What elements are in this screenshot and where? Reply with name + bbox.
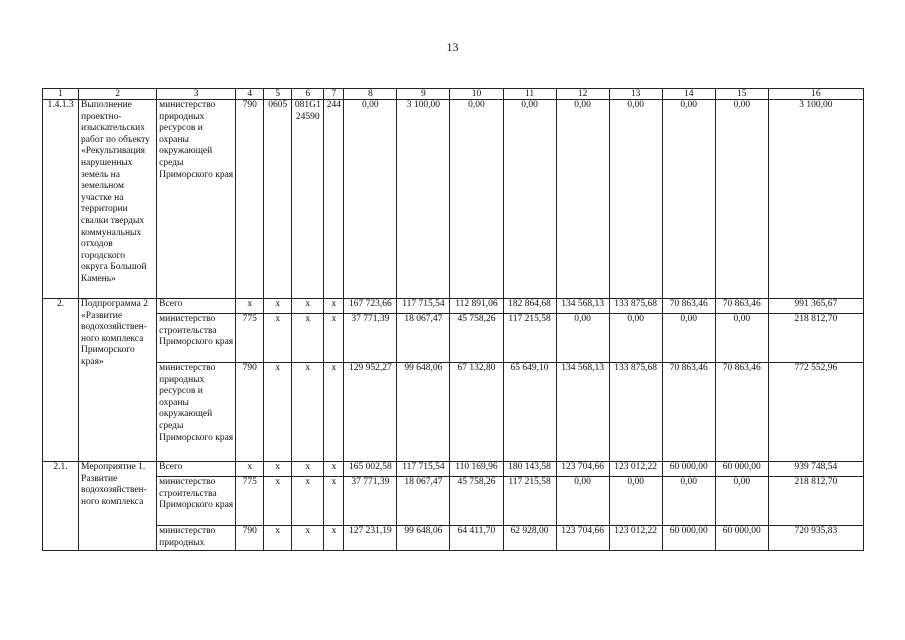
cell-col8: 37 771,39 [344, 314, 397, 363]
cell-col4: 775 [236, 477, 264, 526]
cell-col4: x [236, 462, 264, 477]
cell-col16: 720 935,83 [768, 526, 863, 551]
cell-col11: 0,00 [503, 100, 556, 299]
cell-col11: 180 143,58 [503, 462, 556, 477]
cell-col10: 45 758,26 [450, 314, 503, 363]
cell-col12: 123 704,66 [556, 462, 609, 477]
cell-col7: x [324, 314, 344, 363]
executor-cell: Всего [157, 462, 236, 477]
cell-col16: 939 748,54 [768, 462, 863, 477]
cell-col9: 18 067,47 [397, 477, 450, 526]
column-number: 8 [344, 89, 397, 100]
budget-table-wrapper [42, 88, 864, 551]
column-number: 12 [556, 89, 609, 100]
cell-col14: 0,00 [662, 100, 715, 299]
cell-col7: x [324, 462, 344, 477]
cell-col6: x [292, 477, 324, 526]
activity-name: Подпрограмма 2 «Развитие водохозяйствен-ного комплекса Приморского края» [79, 299, 157, 462]
cell-col15: 60 000,00 [715, 526, 768, 551]
cell-col13: 133 875,68 [609, 299, 662, 314]
cell-col15: 70 863,46 [715, 299, 768, 314]
cell-col9: 117 715,54 [397, 299, 450, 314]
column-number: 9 [397, 89, 450, 100]
budget-table [42, 88, 864, 551]
column-number: 13 [609, 89, 662, 100]
cell-col4: 790 [236, 100, 264, 299]
cell-col9: 3 100,00 [397, 100, 450, 299]
table-row [43, 363, 864, 462]
executor-cell: министерство природных ресурсов и охраны окружающей среды Приморского края [157, 100, 236, 299]
cell-col10: 112 891,06 [450, 299, 503, 314]
cell-col12: 0,00 [556, 314, 609, 363]
cell-col15: 70 863,46 [715, 363, 768, 462]
table-row [43, 314, 864, 363]
activity-name: Мероприятие 1. Развитие водохозяйствен-ного комплекса [79, 462, 157, 551]
cell-col7: x [324, 299, 344, 314]
column-number: 15 [715, 89, 768, 100]
cell-col8: 127 231,19 [344, 526, 397, 551]
cell-col8: 37 771,39 [344, 477, 397, 526]
table-row [43, 477, 864, 526]
cell-col10: 0,00 [450, 100, 503, 299]
activity-name: Выполнение проектно-изыскательских работ по объекту «Рекультивация нарушенных земель на земельном участке на территории свалки твердых коммунальных отходов городского округа Большой Камень» [79, 100, 157, 299]
row-number: 2. [43, 299, 79, 462]
column-number: 11 [503, 89, 556, 100]
cell-col7: x [324, 363, 344, 462]
column-number-row [43, 89, 864, 100]
column-number: 1 [43, 89, 79, 100]
column-number: 10 [450, 89, 503, 100]
column-number: 16 [768, 89, 863, 100]
cell-col5: x [264, 462, 292, 477]
cell-col12: 0,00 [556, 100, 609, 299]
cell-col13: 0,00 [609, 477, 662, 526]
table-row [43, 100, 864, 299]
cell-col6: 081G1 24590 [292, 100, 324, 299]
cell-col12: 123 704,66 [556, 526, 609, 551]
cell-col8: 0,00 [344, 100, 397, 299]
cell-col14: 70 863,46 [662, 363, 715, 462]
cell-col14: 70 863,46 [662, 299, 715, 314]
cell-col15: 0,00 [715, 477, 768, 526]
column-number: 3 [157, 89, 236, 100]
cell-col16: 772 552,96 [768, 363, 863, 462]
executor-cell: министерство природных ресурсов и охраны окружающей среды Приморского края [157, 363, 236, 462]
cell-col10: 110 169,96 [450, 462, 503, 477]
column-number: 6 [292, 89, 324, 100]
executor-cell: Всего [157, 299, 236, 314]
cell-col6: x [292, 314, 324, 363]
cell-col9: 117 715,54 [397, 462, 450, 477]
cell-col8: 165 002,58 [344, 462, 397, 477]
cell-col10: 67 132,80 [450, 363, 503, 462]
cell-col4: 790 [236, 526, 264, 551]
cell-col8: 167 723,66 [344, 299, 397, 314]
column-number: 7 [324, 89, 344, 100]
cell-col4: 790 [236, 363, 264, 462]
table-row [43, 462, 864, 477]
cell-col12: 134 568,13 [556, 299, 609, 314]
executor-cell: министерство природных [157, 526, 236, 551]
cell-col6: x [292, 299, 324, 314]
cell-col7: x [324, 477, 344, 526]
cell-col5: x [264, 314, 292, 363]
cell-col5: x [264, 363, 292, 462]
cell-col11: 65 649,10 [503, 363, 556, 462]
cell-col9: 18 067,47 [397, 314, 450, 363]
cell-col13: 133 875,68 [609, 363, 662, 462]
cell-col16: 218 812,70 [768, 477, 863, 526]
cell-col7: x [324, 526, 344, 551]
cell-col9: 99 648,06 [397, 363, 450, 462]
row-number: 2.1. [43, 462, 79, 551]
column-number: 4 [236, 89, 264, 100]
cell-col4: 775 [236, 314, 264, 363]
cell-col12: 134 568,13 [556, 363, 609, 462]
column-number: 5 [264, 89, 292, 100]
executor-cell: министерство строительства Приморского края [157, 477, 236, 526]
cell-col5: 0605 [264, 100, 292, 299]
cell-col8: 129 952,27 [344, 363, 397, 462]
table-row [43, 299, 864, 314]
cell-col6: x [292, 363, 324, 462]
table-row [43, 526, 864, 551]
cell-col16: 991 365,67 [768, 299, 863, 314]
cell-col6: x [292, 462, 324, 477]
page-number: 13 [446, 40, 459, 54]
cell-col13: 0,00 [609, 314, 662, 363]
cell-col13: 0,00 [609, 100, 662, 299]
cell-col5: x [264, 477, 292, 526]
cell-col11: 117 215,58 [503, 477, 556, 526]
cell-col7: 244 [324, 100, 344, 299]
cell-col11: 62 928,00 [503, 526, 556, 551]
cell-col11: 117 215,58 [503, 314, 556, 363]
executor-cell: министерство строительства Приморского края [157, 314, 236, 363]
cell-col15: 60 000,00 [715, 462, 768, 477]
column-number: 2 [79, 89, 157, 100]
row-number: 1.4.1.3 [43, 100, 79, 299]
cell-col12: 0,00 [556, 477, 609, 526]
cell-col5: x [264, 526, 292, 551]
cell-col13: 123 012,22 [609, 462, 662, 477]
cell-col15: 0,00 [715, 100, 768, 299]
cell-col4: x [236, 299, 264, 314]
cell-col14: 60 000,00 [662, 462, 715, 477]
column-number: 14 [662, 89, 715, 100]
cell-col14: 0,00 [662, 477, 715, 526]
cell-col6: x [292, 526, 324, 551]
cell-col10: 64 411,70 [450, 526, 503, 551]
cell-col10: 45 758,26 [450, 477, 503, 526]
cell-col11: 182 864,68 [503, 299, 556, 314]
cell-col16: 3 100,00 [768, 100, 863, 299]
cell-col5: x [264, 299, 292, 314]
cell-col15: 0,00 [715, 314, 768, 363]
cell-col13: 123 012,22 [609, 526, 662, 551]
cell-col14: 0,00 [662, 314, 715, 363]
cell-col9: 99 648,06 [397, 526, 450, 551]
cell-col14: 60 000,00 [662, 526, 715, 551]
cell-col16: 218 812,70 [768, 314, 863, 363]
